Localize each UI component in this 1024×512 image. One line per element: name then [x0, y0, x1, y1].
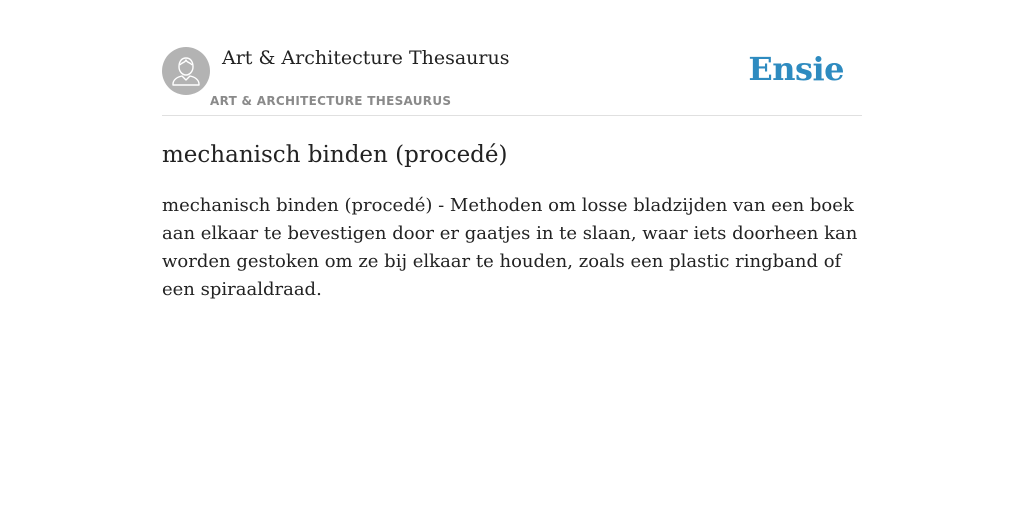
entry-definition: mechanisch binden (procedé) - Methoden om losse bladzijden van een boek aan elkaar te bevestigen door er gaatjes in te slaan, waar iets doorheen kan worden gestoken om ze bij elkaar te houden, zoals een plastic ringband of een spiraaldraad. — [162, 195, 858, 300]
brand-logo[interactable]: Ensie — [748, 50, 844, 88]
header — [162, 47, 862, 116]
user-icon — [162, 47, 210, 95]
category-link[interactable]: ART & ARCHITECTURE THESAURUS — [210, 94, 452, 108]
avatar[interactable] — [162, 47, 210, 95]
page — [162, 0, 862, 304]
author-name[interactable]: Art & Architecture Thesaurus — [222, 47, 510, 69]
entry-title: mechanisch binden (procedé) — [162, 142, 508, 168]
